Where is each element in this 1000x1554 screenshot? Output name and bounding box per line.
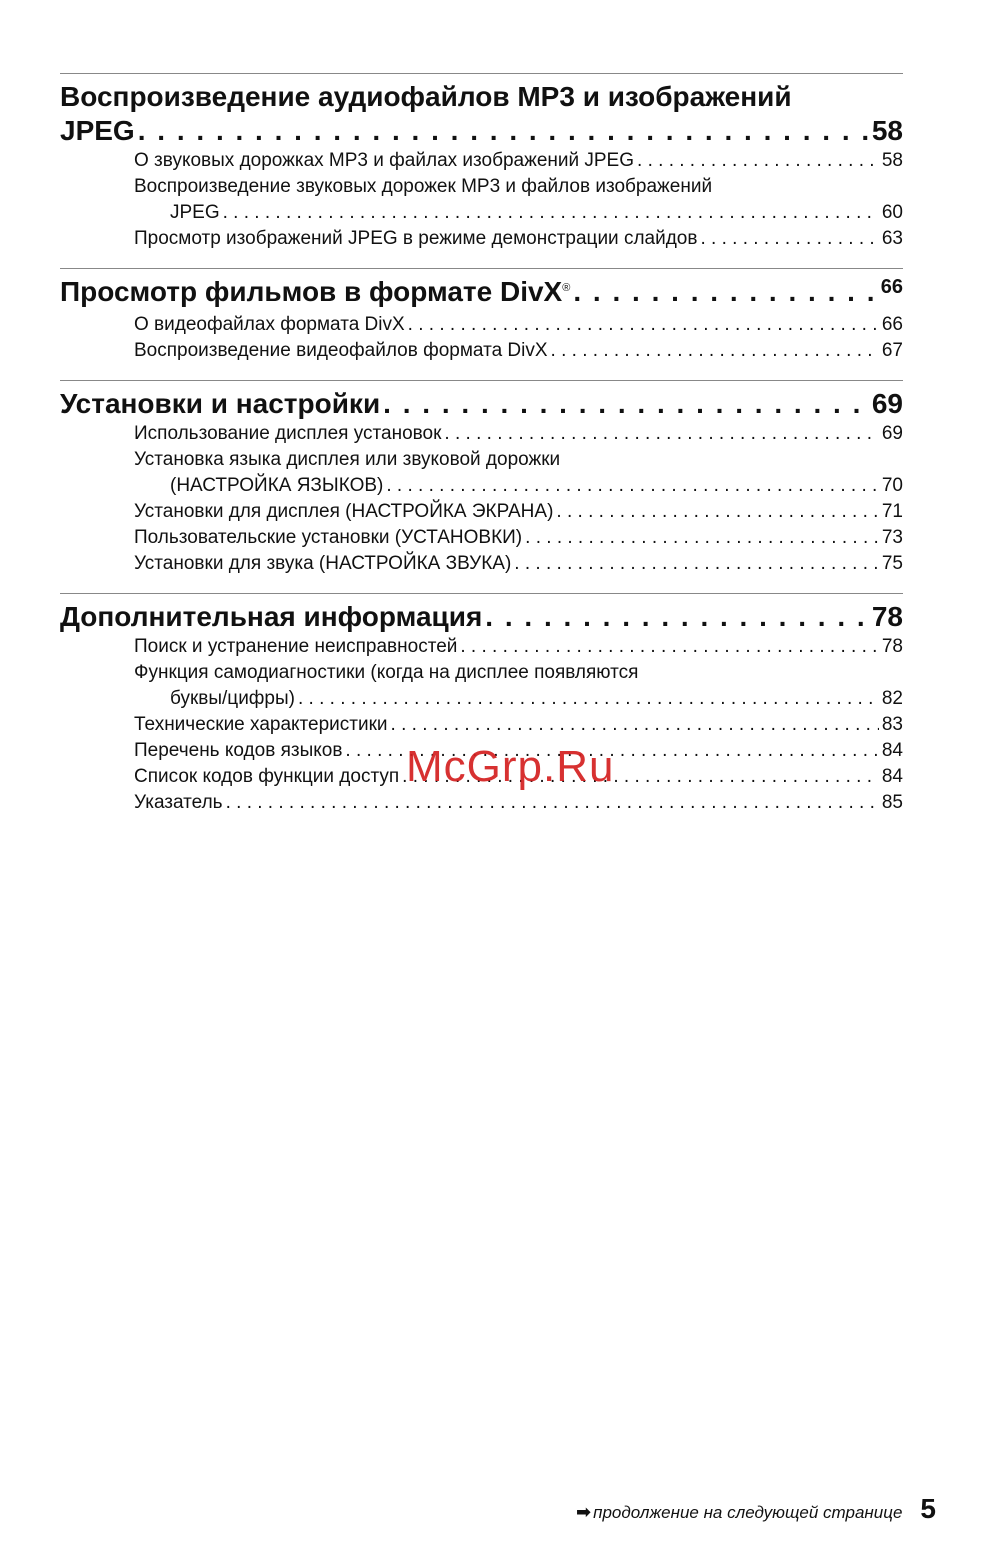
page-footer (576, 1493, 936, 1525)
dot-leader (408, 312, 879, 338)
entry-title: Перечень кодов языков (134, 740, 343, 761)
entry-page: 84 (881, 766, 903, 787)
toc-entry[interactable] (134, 447, 903, 499)
entry-title-cont: (НАСТРОЙКА ЯЗЫКОВ) (170, 475, 384, 496)
entry-title: О видеофайлах формата DivX (134, 314, 405, 335)
dot-leader (391, 712, 879, 738)
entry-page: 75 (881, 553, 903, 574)
dot-leader (485, 600, 869, 634)
entry-page: 66 (881, 314, 903, 335)
entry-title: Установки для звука (НАСТРОЙКА ЗВУКА) (134, 553, 512, 574)
section-heading[interactable] (60, 275, 903, 312)
toc-entry[interactable] (134, 712, 903, 738)
section-title: Дополнительная информация (60, 601, 483, 632)
table-of-contents (60, 73, 903, 832)
entry-page: 73 (881, 527, 903, 548)
dot-leader (383, 387, 869, 421)
entry-title-cont: буквы/цифры) (170, 688, 295, 709)
entry-title: Указатель (134, 792, 223, 813)
entry-title: Пользовательские установки (УСТАНОВКИ) (134, 527, 523, 548)
dot-leader (637, 148, 879, 174)
section-heading[interactable] (60, 387, 903, 421)
dot-leader (223, 200, 879, 226)
toc-entry[interactable] (134, 338, 903, 364)
entry-page: 78 (881, 636, 903, 657)
dot-leader (226, 790, 879, 816)
section-page: 58 (871, 115, 903, 146)
entry-page: 83 (881, 714, 903, 735)
entry-title: Воспроизведение видеофайлов формата DivX (134, 340, 548, 361)
section-title: Установки и настройки (60, 388, 381, 419)
section-heading[interactable] (60, 80, 903, 148)
toc-entry[interactable] (134, 499, 903, 525)
entry-title: Поиск и устранение неисправностей (134, 636, 458, 657)
entry-page: 84 (881, 740, 903, 761)
entry-page: 58 (881, 150, 903, 171)
toc-entry[interactable] (134, 421, 903, 447)
section-title-line1: Воспроизведение аудиофайлов MP3 и изображений (60, 81, 792, 112)
entry-page: 85 (881, 792, 903, 813)
entry-title: О звуковых дорожках MP3 и файлах изображений JPEG (134, 150, 635, 171)
dot-leader (551, 338, 879, 364)
entry-page: 82 (881, 688, 903, 709)
entry-title: Установка языка дисплея или звуковой дорожки (134, 449, 561, 470)
toc-entry[interactable] (134, 551, 903, 577)
entry-title: Технические характеристики (134, 714, 388, 735)
page-number: 5 (920, 1493, 936, 1524)
dot-leader (556, 499, 878, 525)
watermark: McGrp.Ru (406, 742, 615, 791)
toc-entry[interactable] (134, 660, 903, 712)
toc-section (60, 268, 903, 364)
toc-entry[interactable] (134, 790, 903, 816)
entry-title: Установки для дисплея (НАСТРОЙКА ЭКРАНА) (134, 501, 554, 522)
dot-leader (138, 114, 869, 148)
dot-leader (444, 421, 878, 447)
dot-leader (386, 473, 878, 499)
section-heading[interactable] (60, 600, 903, 634)
section-title-line2: JPEG (60, 115, 135, 146)
entry-page: 63 (881, 228, 903, 249)
dot-leader (460, 634, 878, 660)
entry-page: 70 (881, 475, 903, 496)
registered-mark: ® (562, 282, 571, 294)
toc-section (60, 73, 903, 252)
entry-title: Просмотр изображений JPEG в режиме демонстрации слайдов (134, 228, 698, 249)
entry-title: Список кодов функции доступ (134, 766, 400, 787)
toc-entry[interactable] (134, 634, 903, 660)
entry-title: Использование дисплея установок (134, 423, 442, 444)
entry-page: 71 (881, 501, 903, 522)
toc-entry[interactable] (134, 148, 903, 174)
dot-leader (573, 275, 877, 309)
continued-text: продолжение на следующей странице (593, 1503, 903, 1522)
dot-leader (298, 686, 879, 712)
section-page: 66 (880, 276, 903, 298)
toc-section (60, 380, 903, 577)
section-title: Просмотр фильмов в формате DivX (60, 276, 563, 307)
entry-page: 69 (881, 423, 903, 444)
entry-title: Функция самодиагностики (когда на дисплее появляются (134, 662, 639, 683)
dot-leader (525, 525, 879, 551)
continued-link[interactable] (576, 1502, 902, 1523)
toc-entry[interactable] (134, 312, 903, 338)
dot-leader (700, 226, 878, 252)
right-arrow-icon: ➡ (576, 1502, 592, 1522)
entry-page: 60 (881, 202, 903, 223)
toc-entry[interactable] (134, 226, 903, 252)
toc-entry[interactable] (134, 525, 903, 551)
entry-title-cont: JPEG (170, 202, 220, 223)
entry-title: Воспроизведение звуковых дорожек MP3 и файлов изображений (134, 176, 713, 197)
dot-leader (514, 551, 879, 577)
section-page: 78 (871, 601, 903, 632)
toc-entry[interactable] (134, 174, 903, 226)
entry-page: 67 (881, 340, 903, 361)
section-page: 69 (871, 388, 903, 419)
